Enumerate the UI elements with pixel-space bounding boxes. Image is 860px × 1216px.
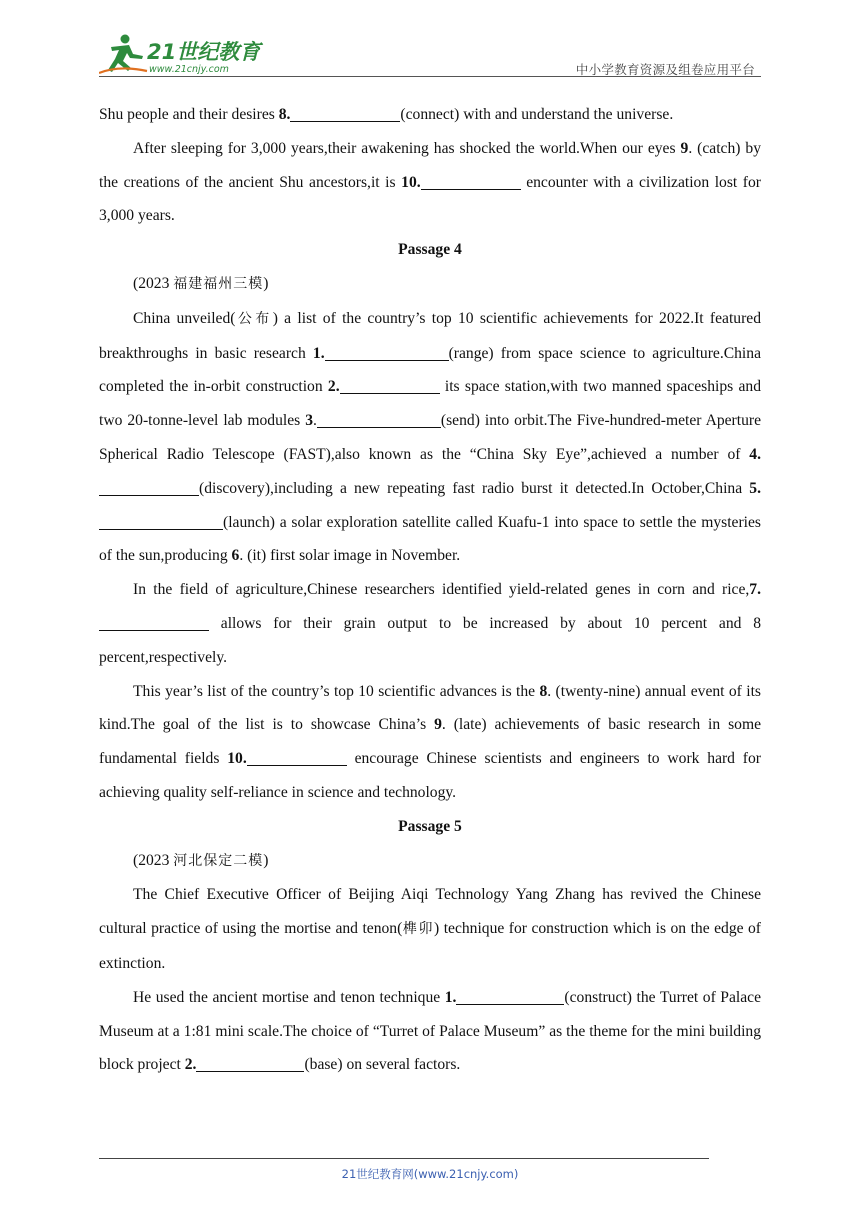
answer-blank (290, 105, 400, 122)
answer-blank (196, 1056, 304, 1073)
blank-number: 4 (749, 445, 758, 463)
answer-blank (325, 344, 449, 361)
blank-number: 8 (539, 682, 548, 700)
blank-number: 9 (680, 139, 689, 157)
passage-5-source: (2023 河北保定二模) (133, 851, 269, 869)
passage-5-title: Passage 5 (398, 817, 462, 835)
blank-number: 9 (434, 716, 442, 734)
passage-5-paragraph-1: The Chief Executive Officer of Beijing Aiqi Technology Yang Zhang has revived the Chinese cultural practice of using the mortise and tenon(榫卯) technique for construction which is on the edge of extinction. (99, 886, 761, 972)
passage-4-paragraph-3: This year’s list of the country’s top 10 scientific advances is the 8. (twenty-nine) annual event of its kind.The goal of the list is to showcase China’s 9. (late) achievements of basic research in some fundamental fields 10. encourage Chinese scientists and engineers to work hard for achieving quality self-reliance in science and technology. (99, 682, 762, 801)
passage-4-source: (2023 福建福州三模) (133, 274, 269, 292)
answer-blank (99, 614, 209, 631)
answer-blank (99, 479, 199, 496)
footer-divider (99, 1158, 709, 1159)
platform-name: 中小学教育资源及组卷应用平台 (575, 62, 755, 77)
blank-number: 10 (401, 173, 417, 191)
footer-text: 21世纪教育网(www.21cnjy.com) (341, 1167, 519, 1181)
passage-4-paragraph-1: China unveiled(公布) a list of the country’s top 10 scientific achievements for 2022.It featured breakthroughs in basic research 1. (range) from space science to agriculture.China completed the in-orbit construction 2. its space station,with two manned spaceships and two 20-tonne-level lab modules 3. (send) into orbit.The Five-hundred-meter Aperture Spherical Radio Telescope (FAST),also known as the “China Sky Eye”,achieved a number of 4.(discovery),including a new repeating fast radio burst it detected.In October,China 5.(launch) a solar exploration satellite called Kuafu-1 into space to settle the mysteries of the sun,producing 6. (it) first solar image in November. (99, 309, 762, 565)
answer-blank (247, 750, 347, 767)
answer-blank (99, 513, 223, 530)
passage-4-title: Passage 4 (398, 241, 462, 259)
paragraph-awakening: After sleeping for 3,000 years,their awakening has shocked the world.When our eyes 9. (catch) by the creations of the ancient Shu ancestors,it is 10. encounter with a civilization lost for 3,000 years. (99, 139, 762, 225)
blank-number: 2 (184, 1056, 193, 1074)
passage-4-paragraph-2: In the field of agriculture,Chinese researchers identified yield-related genes in corn and rice,7. allows for their grain output to be increased by about 10 percent and 8 percent,respectively. (99, 581, 761, 666)
blank-number: 7 (749, 581, 758, 599)
logo-url: www.21cnjy.com (149, 64, 229, 75)
answer-blank (340, 378, 440, 395)
answer-blank (421, 173, 521, 190)
blank-number: 1 (312, 344, 321, 362)
blank-number: 10 (227, 750, 243, 768)
blank-number: 2 (327, 378, 336, 396)
page-header (99, 32, 761, 77)
document-body (99, 98, 761, 1082)
paragraph-intro: Shu people and their desires 8. (connect) with and understand the universe. (99, 106, 674, 123)
blank-number: 3 (305, 412, 314, 430)
runner-icon (99, 35, 147, 74)
blank-number: 6 (231, 547, 240, 565)
logo-text: 21世纪教育 (147, 40, 261, 64)
blank-number: 8 (278, 106, 287, 123)
logo (99, 32, 269, 76)
passage-5-paragraph-2: He used the ancient mortise and tenon technique 1. (construct) the Turret of Palace Museum at a 1:81 mini scale.The choice of “Turret of Palace Museum” as the theme for the mini building block project 2. (base) on several factors. (99, 988, 761, 1074)
blank-number: 5 (749, 479, 758, 497)
answer-blank (317, 412, 441, 429)
header-divider (99, 76, 761, 77)
blank-number: 1 (444, 988, 453, 1006)
answer-blank (456, 988, 564, 1005)
